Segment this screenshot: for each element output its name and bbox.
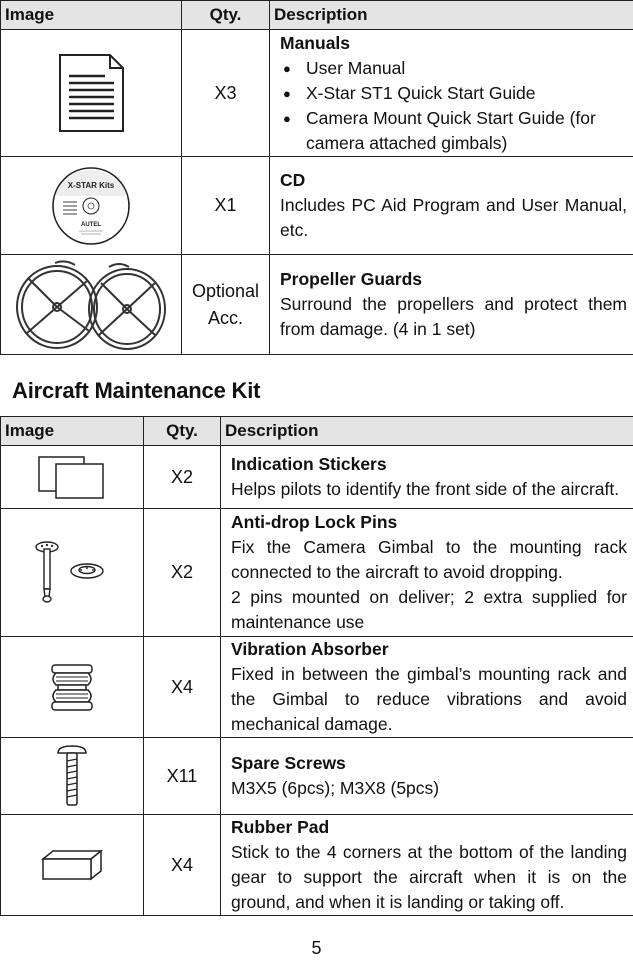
qty-stickers: X2 <box>144 446 221 509</box>
qty-line: Acc. <box>207 307 243 328</box>
indication-stickers-image <box>1 446 144 509</box>
list-item: ● X-Star ST1 Quick Start Guide <box>280 81 627 106</box>
table-row <box>1 446 633 509</box>
item-text: Fix the Camera Gimbal to the mounting rack connected to the aircraft to avoid dropping. <box>231 537 627 582</box>
item-title: Spare Screws <box>231 753 346 773</box>
manuals-list <box>280 56 627 156</box>
col-header-description: Description <box>270 1 633 30</box>
rubber-pad-image <box>1 815 144 916</box>
table-header-row <box>1 417 633 446</box>
qty-propeller-guards <box>182 255 270 355</box>
table-header-row <box>1 1 633 30</box>
item-title: Propeller Guards <box>280 269 422 289</box>
item-text: Fixed in between the gimbal’s mounting rack and the Gimbal to reduce vibrations and avoid mechanical damage. <box>231 664 627 734</box>
qty-line: Optional <box>191 280 260 301</box>
item-text: Includes PC Aid Program and User Manual, etc. <box>280 195 627 240</box>
page-number: 5 <box>311 938 322 958</box>
description-stickers <box>221 446 633 509</box>
list-item: ● Camera Mount Quick Start Guide (for camera attached gimbals) <box>280 106 627 156</box>
col-header-description: Description <box>221 417 633 446</box>
description-spare-screws <box>221 738 633 815</box>
item-title: Manuals <box>280 32 351 53</box>
col-header-qty: Qty. <box>182 1 270 30</box>
item-text: Surround the propellers and protect them from damage. (4 in 1 set) <box>280 294 627 339</box>
description-vibration-absorber <box>221 637 633 738</box>
item-title: Rubber Pad <box>231 817 330 837</box>
table-row <box>1 255 633 355</box>
list-item: ● User Manual <box>280 56 627 81</box>
qty-spare-screws: X11 <box>144 738 221 815</box>
item-text: Stick to the 4 corners at the bottom of the landing gear to support the aircraft when it is on the ground, and when it is landing or taking off. <box>231 842 627 912</box>
item-title: Vibration Absorber <box>231 639 389 659</box>
col-header-image: Image <box>1 1 182 30</box>
cd-label: X-STAR Kits <box>67 180 115 190</box>
cd-brand: AUTEL <box>81 221 101 228</box>
vibration-absorber-image <box>1 637 144 738</box>
col-header-qty: Qty. <box>144 417 221 446</box>
description-cd <box>270 157 633 255</box>
qty-manuals: X3 <box>182 30 270 157</box>
lock-pins-image <box>1 509 144 637</box>
item-title: CD <box>280 170 306 190</box>
qty-cd: X1 <box>182 157 270 255</box>
item-title: Indication Stickers <box>231 454 387 474</box>
table-row <box>1 738 633 815</box>
description-manuals <box>270 30 633 157</box>
item-text: Helps pilots to identify the front side of the aircraft. <box>231 479 620 499</box>
description-lock-pins <box>221 509 633 637</box>
table-row <box>1 509 633 637</box>
section-heading: Aircraft Maintenance Kit <box>12 378 261 403</box>
table-row <box>1 815 633 916</box>
package-contents-table <box>0 0 633 355</box>
table-row <box>1 637 633 738</box>
qty-rubber-pad: X4 <box>144 815 221 916</box>
spare-screw-image <box>1 738 144 815</box>
cd-disc-image <box>1 157 182 255</box>
description-propeller-guards <box>270 255 633 355</box>
maintenance-kit-table <box>0 416 633 916</box>
manual-document-icon <box>1 30 182 157</box>
item-text: 2 pins mounted on deliver; 2 extra supplied for maintenance use <box>231 587 627 632</box>
qty-vibration-absorber: X4 <box>144 637 221 738</box>
col-header-image: Image <box>1 417 144 446</box>
item-title: Anti-drop Lock Pins <box>231 512 398 532</box>
description-rubber-pad <box>221 815 633 916</box>
table-row <box>1 30 633 157</box>
table-row <box>1 157 633 255</box>
propeller-guards-image <box>1 255 182 355</box>
qty-lock-pins: X2 <box>144 509 221 637</box>
item-text: M3X5 (6pcs); M3X8 (5pcs) <box>231 778 440 798</box>
